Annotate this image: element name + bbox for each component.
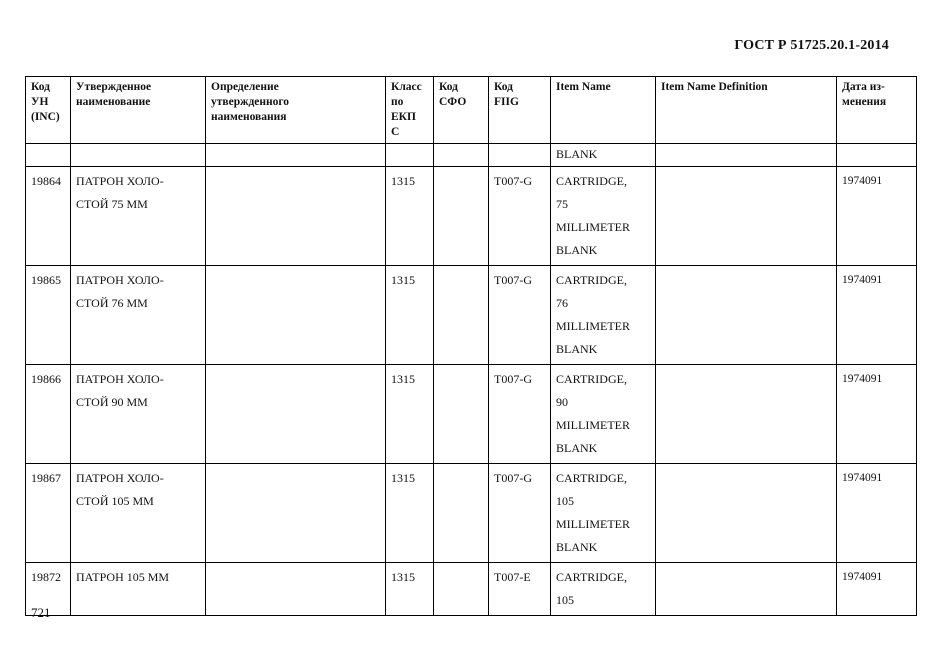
cell-change-date: 1974091 <box>837 365 917 464</box>
cell-approved-name: ПАТРОН 105 ММ <box>71 563 206 616</box>
col-header-fiig: Код FIIG <box>489 77 551 144</box>
cell-item-name: CARTRIDGE, 76 MILLIMETER BLANK <box>551 266 656 365</box>
cell-change-date: 1974091 <box>837 167 917 266</box>
col-header-sfo: Код СФО <box>434 77 489 144</box>
cell-change-date: 1974091 <box>837 266 917 365</box>
table-row <box>26 266 917 365</box>
table-row <box>26 167 917 266</box>
cell-fiig: T007-G <box>489 167 551 266</box>
items-table <box>25 76 917 616</box>
cell-sfo <box>434 563 489 616</box>
cell-code: 19866 <box>26 365 71 464</box>
cell-definition <box>206 167 386 266</box>
cell-item-name-definition <box>656 464 837 563</box>
cell-sfo <box>434 464 489 563</box>
cell-approved-name: ПАТРОН ХОЛО- СТОЙ 90 ММ <box>71 365 206 464</box>
col-header-approved-name: Утвержденное наименование <box>71 77 206 144</box>
col-header-definition: Определение утвержденного наименования <box>206 77 386 144</box>
cell-definition <box>206 464 386 563</box>
cell-class: 1315 <box>386 464 434 563</box>
cell-definition <box>206 266 386 365</box>
cell-fiig: T007-G <box>489 464 551 563</box>
cell-class: 1315 <box>386 266 434 365</box>
cell-item-name-definition <box>656 167 837 266</box>
cell-sfo <box>434 266 489 365</box>
cell-definition <box>206 365 386 464</box>
cell-item-name: CARTRIDGE, 90 MILLIMETER BLANK <box>551 365 656 464</box>
col-header-class: Класс по ЕКП С <box>386 77 434 144</box>
cell-fiig: T007-G <box>489 266 551 365</box>
cell-class: 1315 <box>386 365 434 464</box>
cell-item-name: CARTRIDGE, 105 MILLIMETER BLANK <box>551 464 656 563</box>
cell-code: 19867 <box>26 464 71 563</box>
cell-sfo <box>434 167 489 266</box>
cell-sfo <box>434 365 489 464</box>
col-header-change-date: Дата из- менения <box>837 77 917 144</box>
cell-approved-name: ПАТРОН ХОЛО- СТОЙ 105 ММ <box>71 464 206 563</box>
cell-item-name-definition <box>656 563 837 616</box>
cell-approved-name: ПАТРОН ХОЛО- СТОЙ 76 ММ <box>71 266 206 365</box>
table-header-row <box>26 77 917 144</box>
cell-definition <box>206 563 386 616</box>
table-row <box>26 464 917 563</box>
cell-code: 19865 <box>26 266 71 365</box>
cell-code: 19864 <box>26 167 71 266</box>
cell-fiig: T007-G <box>489 365 551 464</box>
cell-item-name-definition <box>656 365 837 464</box>
cell-item-name: CARTRIDGE, 75 MILLIMETER BLANK <box>551 167 656 266</box>
cell-fiig: T007-E <box>489 563 551 616</box>
table-row-continuation <box>26 144 917 167</box>
col-header-item-name: Item Name <box>551 77 656 144</box>
cell-item-name: CARTRIDGE, 105 <box>551 563 656 616</box>
cell-code: 19872 <box>26 563 71 616</box>
table-row <box>26 365 917 464</box>
col-header-item-name-definition: Item Name Definition <box>656 77 837 144</box>
table-row <box>26 563 917 616</box>
cell-item-name-definition <box>656 266 837 365</box>
page-number: 721 <box>31 605 51 620</box>
cell-change-date: 1974091 <box>837 464 917 563</box>
cell-class: 1315 <box>386 167 434 266</box>
cell-class: 1315 <box>386 563 434 616</box>
cell-approved-name: ПАТРОН ХОЛО- СТОЙ 75 ММ <box>71 167 206 266</box>
col-header-code: Код УН (INC) <box>26 77 71 144</box>
cell-item-name: BLANK <box>551 144 656 167</box>
cell-change-date: 1974091 <box>837 563 917 616</box>
document-header: ГОСТ Р 51725.20.1-2014 <box>734 38 889 53</box>
